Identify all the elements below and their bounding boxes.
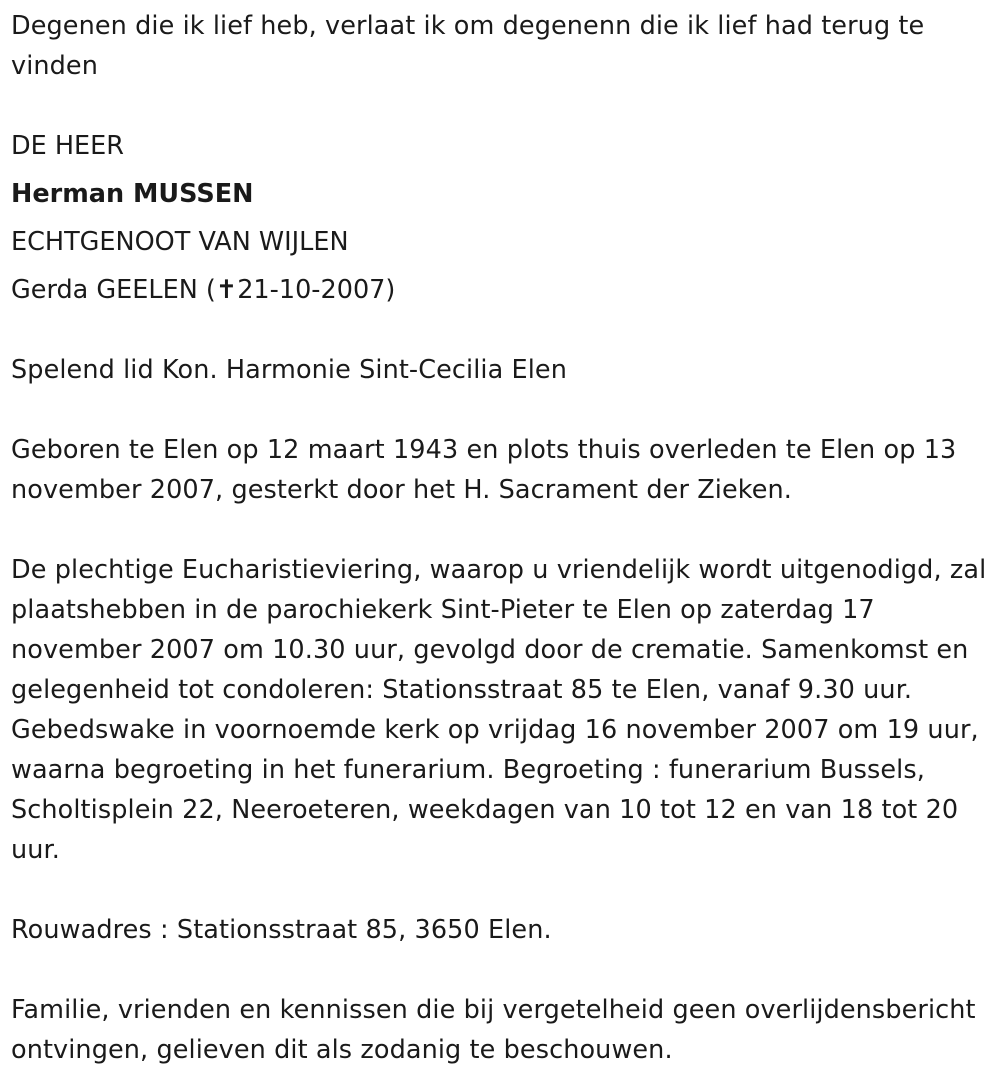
title-prefix: DE HEER	[11, 131, 124, 161]
birth-death-paragraph: Geboren te Elen op 12 maart 1943 en plots thuis overleden te Elen op 13 november 2007, gesterkt door het H. Sacrament der Zieken.	[11, 435, 957, 505]
deceased-name: Herman MUSSEN	[11, 179, 254, 209]
spouse-name: Gerda GEELEN (✝21-10-2007)	[11, 275, 396, 305]
spacer	[11, 950, 992, 990]
membership: Spelend lid Kon. Harmonie Sint-Cecilia Elen	[11, 355, 567, 385]
spacer	[11, 510, 992, 550]
deceased-header	[11, 122, 992, 314]
spacer	[11, 310, 992, 350]
motto: Degenen die ik lief heb, verlaat ik om degenenn die ik lief had terug te vinden	[11, 11, 925, 81]
ceremony-paragraph: De plechtige Eucharistieviering, waarop u vriendelijk wordt uitgenodigd, zal plaatshebben in de parochiekerk Sint-Pieter te Elen op zaterdag 17 november 2007 om 10.30 uur, gevolgd door de crematie. Samenkomst en gelegenheid tot condoleren: Stationsstraat 85 te Elen, vanaf 9.30 uur. Gebedswake in voornoemde kerk op vrijdag 16 november 2007 om 19 uur, waarna begroeting in het funerarium. Begroeting : funerarium Bussels, Scholtisplein 22, Neeroeteren, weekdagen van 10 tot 12 en van 18 tot 20 uur.	[11, 555, 987, 865]
spouse-label: ECHTGENOOT VAN WIJLEN	[11, 227, 349, 257]
closing-note: Familie, vrienden en kennissen die bij vergetelheid geen overlijdensbericht ontvingen, gelieven dit als zodanig te beschouwen.	[11, 995, 976, 1065]
spacer	[11, 86, 992, 126]
spacer	[11, 870, 992, 910]
spacer	[11, 390, 992, 430]
mourning-address: Rouwadres : Stationsstraat 85, 3650 Elen.	[11, 915, 552, 945]
